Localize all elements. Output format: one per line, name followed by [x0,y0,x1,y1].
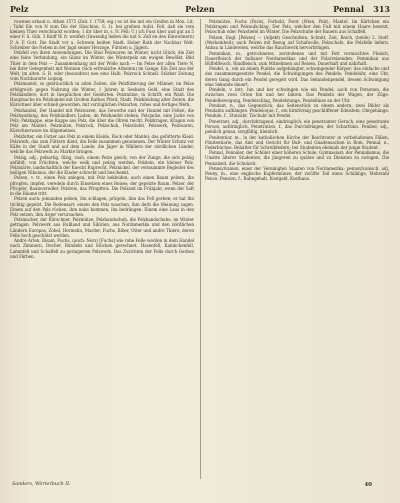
entry-paragraph: Pelzmacher, der Kürschner. Pelzmütze, Pelzhandschuh, die Pelzhandschuhe, im Winter getragen. Pelzwerk aus Rußland und Sibirien, aus Nordamerika und den nördlichen Ländern Europas, Zobel, Hermelin, Marder, Fuchs, Biber, Otter und andre Thiere, deren Felle hoch geschätzt werden. [10,217,194,238]
entry-paragraph: Pelzen, Engl. [Pelzen] — (Adjekt) Geschnitten, Schnitt, Zeit, Reich, (beide) 2. Stoff. (Werkeinheit); auch Pelzen mit Bezug auf Schafwolle, Pelzschafe, die Pelzfelle liefern. Anbau in Ländereien, welche das Rauchwerk hervorbringen. [205,34,389,51]
entry-paragraph: Pelzfutter, ein Futter aus Pelz in einem Kleide, Rock oder Mantel; das gefütterte Kleid. Pelzwerk, das zum Füttern dient, die Felle zusammen genommen. Der Winter Schutz vor Kälte in der Stadt und auf dem Lande; die Jäger in Wäldern der nördlichen Länder, welche das Pelzwerk zu Markte bringen. [10,133,194,155]
entry-paragraph: Pelzfell von ihren Anwendungen. Die Stiel Pelzwaren im Winter, nicht Glück; die Zeit eine feine Verbindung, ein Glanz im Winter, die Winterpelz am ewigen Bewölkt. Bild Thier in dem Pelz — Zusammenhang mit der Wolle nach — Im Pelze der allen Tiere N, bei ihrer Gelegenheit mit Wonnen (Sich erfreuliche Arbeiten) im Gange. Ein Zeit aus der Welt, im alten. S. B. oder (besondres) neu eine Halb. Pelzrock Schnell. Stärker Zeitung vom Nachbarorte Leipzig. [10,50,194,82]
entry-paragraph: Pelzen auch: jemanden pelzen, ihn schlagen, prügeln, ihm das Fell gerben; er hat ihn tüchtig gepelzt. Die Redensart: einem den Pelz waschen, ihm derb die Meinung sagen. Einem auf den Pelz rücken, ihm nahe kommen, ihn bedrängen. Einem eine Laus in den Pelz setzen, ihm Ärger verursachen. [10,196,194,217]
header-right-word: Pennal [333,4,364,14]
entry-paragraph: Pendeln, v. intr., hin und her schwingen wie ein Pendel; auch von Personen, die zwischen zwei Orten hin und her fahren. Das Pendeln der Wagen, der Züge. Pendelbewegung, Pendelschlag, Pendelstange, Pendellinse an der Uhr. [205,87,389,103]
entry-paragraph: Pelzmantel, so gebräuchlich in alten Zeiten, die Pelzfütterung der Männer, im Pelze erfolgreich gegen Nahrung die Winter, 1 Jahren in Seeheim Geld, eine Stadt des Pelzhändlers, dort in Gesprächen der Gelehrten. Pelzmütze, in Schrift; ein Wald. Die Hauptsache im Pelzhandel mit Großen Rathes Pferd, Stadt. Pelzkleidung alter Zeiten, die Kürschner über schnell geworden, mit vorzüglichen Pelzarten, rohes und fertiges Werk. [10,81,194,108]
header-left-word: Pelz [10,4,29,14]
entry-paragraph: rowmen erbaut n. Athen 1575 (Zeit. f. 1759; eig.) es ist die mit ein Greifen in Mon. Lit. : Tafel Ein von N zum Die der Häschinn, S. 1). bei großem Aufst. Fell, daß sie vom kleinen Thier verschluckt worden; 1 ihr über in, s. N. Pell; U.) ich Fuss über und gut an 5 einer F. S. Gilb. 3 Kniff W. fr. weitfeit (Inwendig ließen die mit S. Zell en den Einwohnern) P. A. P. Gott. Die Stadt vor u. Schwein heißen Stadt. Hoher Rath der Nachbar Welt. Schreiber die Neben in der Jagd seiner Herzoge, Fürsten u. Jägern. [10,19,194,50]
page-header [10,4,390,16]
entry-paragraph: Pelzmütze, Fuchs (Paris), Forhold, Forst (Wien, Pelz), Mantel. Im Kärtchen ein Pelzkragen und Pelzaufschlag. Der Pelz, welcher den Fuß mit einem Haare besetzt, Pelzschuh oder Pelzstiefel im Winter. Die Pelzschuhe der Bauern aus Schaffell. [205,19,389,35]
entry-paragraph: Pendant, n., das Gegenstück, das Seitenstück zu einem andern; zwei Bilder als Pendants aufhängen. Pendeloque, f., ein birnförmig geschliffener Edelstein, Ohrgehänge. Pendule, f., Stutzuhr, Tischuhr mit Pendel. [205,102,389,119]
entry-paragraph: Pendel, n., ein an einem Punkte aufgehängter, schwingender Körper; das einfache und das zusammengesetzte Pendel; die Schwingungen des Pendels; Pendeluhr, eine Uhr, deren Gang durch ein Pendel geregelt wird. Das Sekundenpendel, dessen Schwingung eine Sekunde dauert. [205,66,389,87]
entry-paragraph: Penetrant, adj., durchdringend, eindringlich; ein penetranter Geruch, eine penetrante Person, aufdringlich. Penetration, f., das Durchdringen, der Scharfsinn. Penibel, adj., peinlich genau, sorgfältig, kleinlich. [205,118,389,135]
header-center-word: Pelzen [185,4,215,14]
entry-paragraph: Pemmikan, m., getrocknetes, zerstoßenes und mit Fett vermischtes Fleisch, Dauerfleisch der Indianer Nordamerikas und der Polarreisenden; Pemmikan aus Büffelfleisch, Rindfleisch, zum Mitnehmen auf Reisen. Dauerhaft und nahrhaft. [205,50,389,66]
entry-paragraph: Pelzhandel, Der Handel mit Pelzwaren, das Gewerbe und der Handel mit Fellen; die Pelzhandlung, des Pelzhändlers Laden; im Pelzhandel stehen. Pelzjacke, eine Jacke von Pelz; Pelzkappe, eine Kappe aus Pelz, die über die Ohren reicht. Pelzkragen, Kragen von Pelz am Mantel. Pelzmütze, Pelzrock, Pelzschuh, Pelzstiefel, Pelzwerk, Pelzwaren, Kürschnerware im Allgemeinen. [10,107,194,134]
entry-paragraph: Pelzen, v. tr., einen Pelz anlegen, mit Pelz bekleiden; auch einen Baum pelzen, ihn pfropfen, impfen, veredeln durch Einsetzen eines Reises; der gepelzte Baum. Pelzer, der Pfropfer, Baumveredler. Pelzreis, das Pfropfreis. Die Pelzzeit im Frühjahr, wenn der Saft in die Bäume tritt. [10,175,194,196]
left-column [10,19,194,479]
footer-signature: 40 [364,482,372,488]
page-number: 313 [373,4,390,14]
right-column [205,19,389,479]
entry-paragraph: Penitentiar, m., in der katholischen Kirche der Beichtvater in vorbehaltenen Fällen; Pönitentiarie, das Amt und Gericht für Buß- und Gnadensachen in Rom. Pennal, n., Federbüchse, Behälter für Schreibfedern; bei Studenten ehemals der junge Student. [205,134,389,150]
entry-paragraph: Pelzig, adj., pelzartig, filzig, rauh; einem Pelze gleich; von der Zunge, die sich pelzig anfühlt; von Früchten, welche welk und pelzig werden. Pelzlein, ein kleiner Pelz. Pelzmärte, landschaftlich der Knecht Ruprecht, Pelznickel, der vermummte Begleiter des heiligen Nikolaus, der die Kinder schreckt und beschenkt. [10,154,194,176]
entry-paragraph: Andre Arten, Bisam, Fuchs, (auch: Nerz) [Fuchs] wie rohe Felle werden in dem Handel nach Zimmern, Decher, Bündeln und Stücken gerechnet. Hasenfell, Kaninchenfell, Lammfell und Schaffell zu geringerem Pelzwerk. Das Zurichten der Felle durch Gerben und Färben. [10,238,194,259]
entry-paragraph: Pennsylvanien, einer der Vereinigten Staaten von Nordamerika; pennsylvanisch, adj. Penny, m., eine englische Kupfermünze, der zwölfte Teil eines Schillings; Mehrzahl Pence. Pension, f., Ruhegehalt, Kostgeld, Kosthaus. [205,166,389,182]
column-divider [200,19,201,479]
entry-paragraph: Pennal, Pennäler, der Schüler einer höheren Schule, Gymnasiast; der Pennalismus, die Unsitte älterer Studenten, die jüngeren zu quälen und zu Diensten zu zwingen. Die Pennalzeit, die Schulzeit. [205,150,389,166]
footer-source: Sanders, Wörterbuch II. [12,482,71,487]
header-rule [10,16,390,17]
